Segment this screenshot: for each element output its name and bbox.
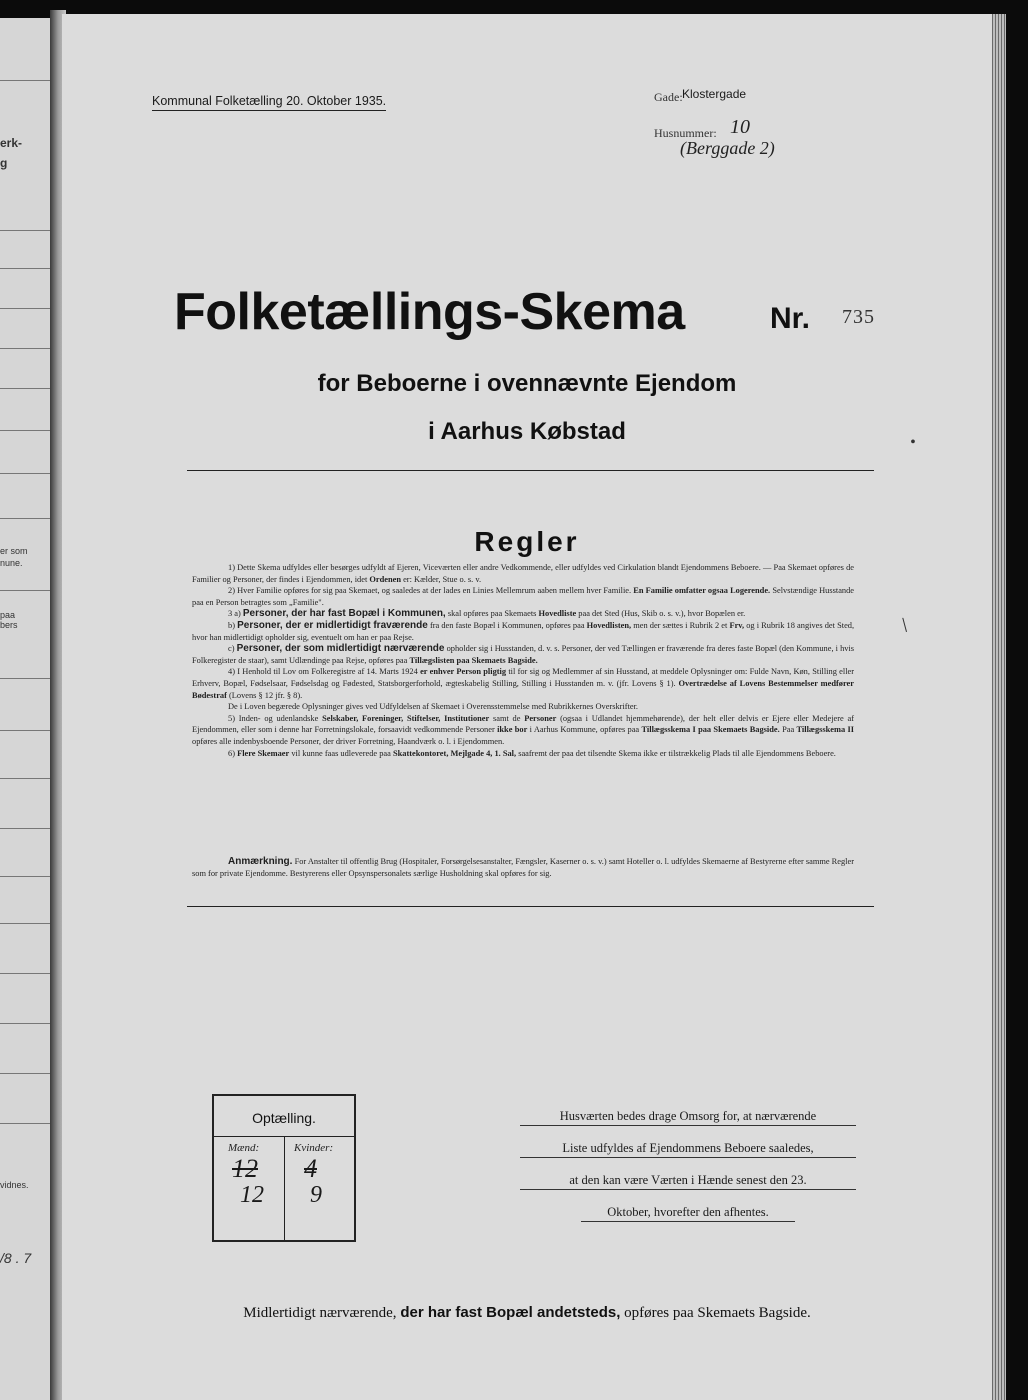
census-form-page	[62, 14, 992, 1400]
left-rule	[0, 590, 52, 591]
rule-4: 4) I Henhold til Lov om Folkeregistre af 14. Marts 1924 er enhver Person pligtig til for sig og Medlemmer af sin Husstand, at meddele Oplysninger om: Fulde Navn, Køn, Stilling eller Erhverv, Bopæl, Fødselsaar, Fødselsdag og Fødested, Statsborgerforhold, ægteskabelig Stilling, Stilling i Husstanden m. v. (jfr. Lovens § 1). Overtrædelse af Lovens Bestemmelser medfører Bødestraf (Lovens § 12 jfr. § 8).	[192, 667, 855, 700]
nr-label: Nr.	[770, 302, 811, 335]
left-rule	[0, 388, 52, 389]
divider	[187, 470, 874, 471]
box-column-divider	[284, 1136, 285, 1240]
left-rule	[0, 348, 52, 349]
maend-label: Mænd:	[228, 1142, 260, 1154]
left-rule	[0, 876, 52, 877]
left-rule	[0, 1073, 52, 1074]
notice-line: Husværten bedes drage Omsorg for, at nærværende	[520, 1108, 856, 1126]
form-title: Folketællings-Skema	[174, 283, 685, 341]
left-rule	[0, 308, 52, 309]
rules-text	[192, 562, 854, 759]
notice-line: at den kan være Værten i Hænde senest den 23.	[520, 1172, 856, 1190]
left-rule	[0, 923, 52, 924]
rule-4b: De i Loven begærede Oplysninger gives ved Udfyldelsen af Skemaet i Overensstemmelse med Rubrikkernes Overskrifter.	[228, 702, 639, 712]
left-fragment: g	[0, 156, 8, 170]
left-fragment: /8 . 7	[0, 1250, 32, 1266]
left-fragment: erk-	[0, 136, 23, 150]
anmaerkning-text: For Anstalter til offentlig Brug (Hospitaler, Forsørgelsesanstalter, Fængsler, Kaserner o. s. v.) samt Hoteller o. l. udfyldes Skemaerne af Bestyrerne efter samme Regler som for private Ejendomme. Bestyrerens eller Opsynspersonalets særlige Husholdning skal opføres for sig.	[192, 857, 854, 878]
rule-6: 6) Flere Skemaer vil kunne faas udleverede paa Skattekontoret, Mejlgade 4, 1. Sal, saafremt der paa det tilsendte Skema ikke er tilstrækkelig Plads til alle Ejendommens Beboere.	[228, 748, 836, 758]
left-rule	[0, 230, 52, 231]
husnummer-label: Husnummer:	[654, 126, 717, 140]
gade-value: Klostergade	[682, 87, 747, 101]
husvaert-notice	[520, 1108, 856, 1222]
rule-3b: b) Personer, der er midlertidigt fraværende fra den faste Bopæl i Kommunen, opføres paa Hovedlisten, men der sættes i Rubrik 2 et Frv, og i Rubrik 18 angives det Sted, hvor han midlertidigt opholder sig, eventuelt om han er paa Rejse.	[192, 619, 855, 642]
rule-5: 5) Inden- og udenlandske Selskaber, Foreninger, Stiftelser, Institutioner samt de Personer (ogsaa i Udlandet hjemmehørende), der helt eller delvis er Ejere eller Medejere af Ejendommen, eller som i denne har Forretningslokale, forsaavidt vedkommende Personer ikke bor i Aarhus Kommune, opføres paa Tillægsskema I paa Skemaets Bagside. Paa Tillægsskema II opføres alle indenbysboende Personer, der driver Forretning, Haandværk o. l. i Ejendommen.	[192, 713, 855, 746]
form-number: 735	[842, 306, 875, 328]
left-rule	[0, 80, 52, 81]
left-fragment: nune.	[0, 558, 23, 568]
anmaerkning	[192, 856, 854, 879]
left-rule	[0, 1023, 52, 1024]
left-fragment: er som	[0, 546, 28, 556]
maend-count-struck: 12	[232, 1154, 258, 1183]
anmaerkning-label: Anmærkning.	[228, 856, 293, 867]
left-rule	[0, 1123, 52, 1124]
page-stack-edge	[990, 14, 1006, 1400]
left-rule	[0, 430, 52, 431]
left-rule	[0, 518, 52, 519]
kvinder-count: 9	[310, 1182, 322, 1208]
left-fragment: vidnes.	[0, 1180, 29, 1190]
notice-line: Oktober, hvorefter den afhentes.	[581, 1204, 795, 1222]
husnummer-value: 10	[730, 116, 750, 138]
rule-2: 2) Hver Familie opføres for sig paa Skemaet, og saaledes at der lades en Linies Mellemrum aaben mellem hver Familie. En Familie omfatter ogsaa Logerende. Selvstændige Husstande paa en Person betragtes som „Familie".	[192, 586, 855, 607]
left-page-fragment	[0, 18, 52, 1400]
left-rule	[0, 828, 52, 829]
left-rule	[0, 678, 52, 679]
left-rule	[0, 973, 52, 974]
kvinder-label: Kvinder:	[294, 1142, 334, 1154]
maend-count: 12	[240, 1182, 264, 1208]
regler-heading: Regler	[474, 526, 580, 557]
ink-dot: •	[910, 434, 916, 451]
left-rule	[0, 473, 52, 474]
divider	[187, 906, 874, 907]
subtitle-aarhus: i Aarhus Købstad	[428, 418, 626, 445]
left-rule	[0, 778, 52, 779]
optaelling-box	[212, 1094, 356, 1242]
gade-label: Gade:	[654, 90, 683, 104]
left-fragment: bers	[0, 620, 18, 630]
kvinder-count-struck: 4	[304, 1154, 317, 1183]
census-header: Kommunal Folketælling 20. Oktober 1935.	[152, 94, 386, 111]
husnummer-note: (Berggade 2)	[680, 138, 775, 158]
rule-1: 1) Dette Skema udfyldes eller besørges udfyldt af Ejeren, Viceværten eller andre Vedkommende, eller udfyldes ved Cirkulation blandt Ejendommens Beboere. — Paa Skemaet opføres de Familier og Personer, der findes i Ejendommen, idet Ordenen er: Kælder, Stue o. s. v.	[192, 563, 854, 584]
rule-3a: 3 a) Personer, der har fast Bopæl i Kommunen, skal opføres paa Skemaets Hovedliste paa det Sted (Hus, Skib o. s. v.), hvor Bopælen er.	[228, 608, 746, 620]
optaelling-title: Optælling.	[252, 1110, 316, 1126]
left-rule	[0, 268, 52, 269]
left-fragment: paa	[0, 610, 16, 620]
notice-line: Liste udfyldes af Ejendommens Beboere saaledes,	[520, 1140, 856, 1158]
footer-note: Midlertidigt nærværende, der har fast Bopæl andetsteds, opføres paa Skemaets Bagside.	[243, 1304, 811, 1321]
rule-3c: c) Personer, der som midlertidigt nærværende opholder sig i Husstanden, d. v. s. Personer, der ved Tællingen er fraværende fra deres faste Bopæl (den Kommune, i hvis Folkeregister de staar), samt Udlændinge paa Rejse, opføres paa Tillægslisten paa Skemaets Bagside.	[192, 643, 855, 665]
subtitle-beboerne: for Beboerne i ovennævnte Ejendom	[317, 370, 737, 397]
left-rule	[0, 730, 52, 731]
ink-mark: ╲	[900, 618, 908, 632]
